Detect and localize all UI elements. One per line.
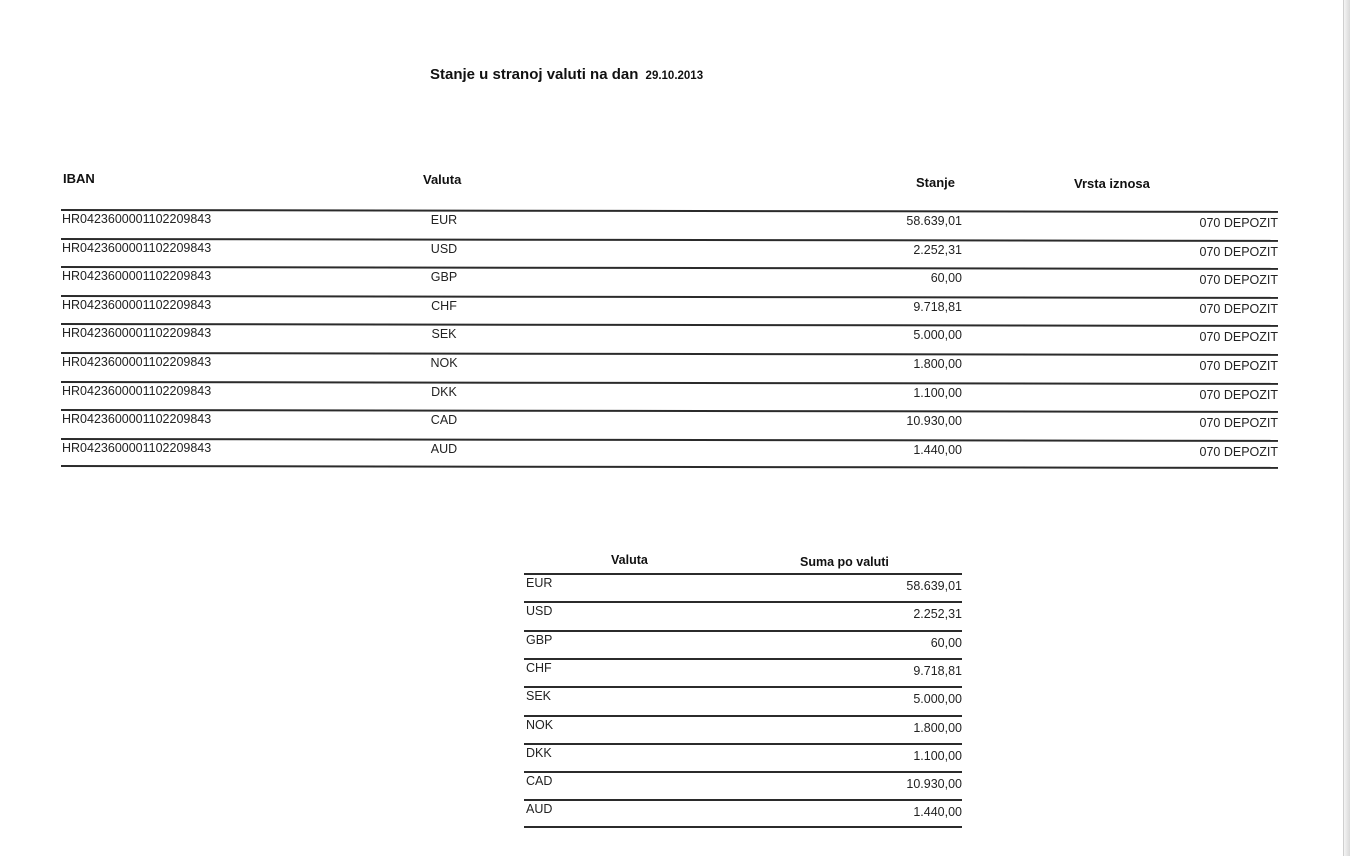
cell-vrsta-iznosa: 070 DEPOZIT xyxy=(1199,444,1278,459)
cell-stanje: 1.100,00 xyxy=(913,385,962,400)
cell-suma-po-valuti: 2.252,31 xyxy=(913,607,962,622)
cell-vrsta-iznosa: 070 DEPOZIT xyxy=(1199,359,1278,373)
cell-valuta: EUR xyxy=(526,576,553,590)
cell-valuta: USD xyxy=(526,604,553,619)
cell-valuta: GBP xyxy=(526,632,553,647)
cell-valuta: CAD xyxy=(526,774,553,789)
cell-valuta: CAD xyxy=(430,413,458,428)
row-rule xyxy=(524,743,962,745)
cell-suma-po-valuti: 58.639,01 xyxy=(906,579,962,593)
document-title-text: Stanje u stranoj valuti na dan xyxy=(430,66,639,83)
summary-table-bottom-rule xyxy=(524,826,962,828)
row-rule xyxy=(524,630,962,632)
cell-iban: HR0423600001102209843 xyxy=(62,240,212,255)
cell-vrsta-iznosa: 070 DEPOZIT xyxy=(1199,330,1278,345)
cell-valuta: SEK xyxy=(431,327,457,342)
cell-valuta: DKK xyxy=(526,745,552,760)
cell-stanje: 5.000,00 xyxy=(913,328,962,343)
cell-valuta: CHF xyxy=(431,298,457,313)
cell-iban: HR0423600001102209843 xyxy=(62,269,212,284)
cell-iban: HR0423600001102209843 xyxy=(62,440,212,455)
table-row xyxy=(524,686,962,714)
cell-suma-po-valuti: 9.718,81 xyxy=(913,663,962,678)
cell-suma-po-valuti: 1.100,00 xyxy=(913,748,962,763)
cell-vrsta-iznosa: 070 DEPOZIT xyxy=(1199,216,1278,230)
page-edge xyxy=(1343,0,1350,856)
cell-valuta: DKK xyxy=(431,384,457,399)
cell-stanje: 9.718,81 xyxy=(913,299,962,314)
cell-vrsta-iznosa: 070 DEPOZIT xyxy=(1199,273,1278,288)
cell-stanje: 1.800,00 xyxy=(913,357,962,371)
cell-iban: HR0423600001102209843 xyxy=(62,412,212,427)
cell-stanje: 1.440,00 xyxy=(913,442,962,457)
table-row xyxy=(524,771,962,799)
cell-vrsta-iznosa: 070 DEPOZIT xyxy=(1199,416,1278,431)
cell-vrsta-iznosa: 070 DEPOZIT xyxy=(1199,244,1278,259)
cell-suma-po-valuti: 1.440,00 xyxy=(913,805,962,820)
cell-valuta: EUR xyxy=(430,213,458,227)
header-stanje: Stanje xyxy=(916,175,956,190)
row-rule xyxy=(524,686,962,688)
cell-suma-po-valuti: 60,00 xyxy=(930,635,962,650)
row-rule xyxy=(524,799,962,801)
table-row xyxy=(524,715,962,743)
table-row xyxy=(524,573,962,601)
cell-iban: HR0423600001102209843 xyxy=(62,297,212,312)
cell-valuta: NOK xyxy=(526,717,554,732)
cell-iban: HR0423600001102209843 xyxy=(62,355,212,369)
cell-stanje: 10.930,00 xyxy=(906,414,962,429)
table-row xyxy=(524,601,962,629)
cell-vrsta-iznosa: 070 DEPOZIT xyxy=(1199,387,1278,402)
cell-valuta: AUD xyxy=(526,802,553,817)
cell-stanje: 60,00 xyxy=(930,271,962,286)
cell-iban: HR0423600001102209843 xyxy=(62,326,212,341)
summary-header-suma: Suma po valuti xyxy=(800,555,889,569)
summary-table xyxy=(524,0,962,856)
cell-suma-po-valuti: 5.000,00 xyxy=(913,692,962,707)
cell-suma-po-valuti: 1.800,00 xyxy=(913,720,962,735)
cell-stanje: 2.252,31 xyxy=(913,242,962,257)
document-date: 29.10.2013 xyxy=(645,70,704,82)
cell-valuta: SEK xyxy=(526,689,552,704)
row-rule xyxy=(524,573,962,575)
cell-suma-po-valuti: 10.930,00 xyxy=(906,777,962,792)
cell-iban: HR0423600001102209843 xyxy=(62,383,212,398)
cell-stanje: 58.639,01 xyxy=(906,214,962,228)
cell-vrsta-iznosa: 070 DEPOZIT xyxy=(1199,301,1278,316)
cell-iban: HR0423600001102209843 xyxy=(62,212,212,226)
table-row xyxy=(524,630,962,658)
cell-valuta: GBP xyxy=(430,270,458,285)
cell-valuta: USD xyxy=(430,241,458,256)
cell-valuta: CHF xyxy=(526,660,552,675)
row-rule xyxy=(524,658,962,660)
table-row xyxy=(524,658,962,686)
summary-header-valuta: Valuta xyxy=(611,553,648,567)
row-rule xyxy=(524,601,962,603)
header-vrsta-iznosa: Vrsta iznosa xyxy=(1074,176,1150,191)
cell-valuta: AUD xyxy=(430,441,458,456)
header-iban: IBAN xyxy=(63,171,95,186)
cell-valuta: NOK xyxy=(430,356,458,370)
header-valuta: Valuta xyxy=(423,172,462,187)
row-rule xyxy=(524,771,962,773)
row-rule xyxy=(524,715,962,717)
table-row xyxy=(524,799,962,827)
table-row xyxy=(524,743,962,771)
